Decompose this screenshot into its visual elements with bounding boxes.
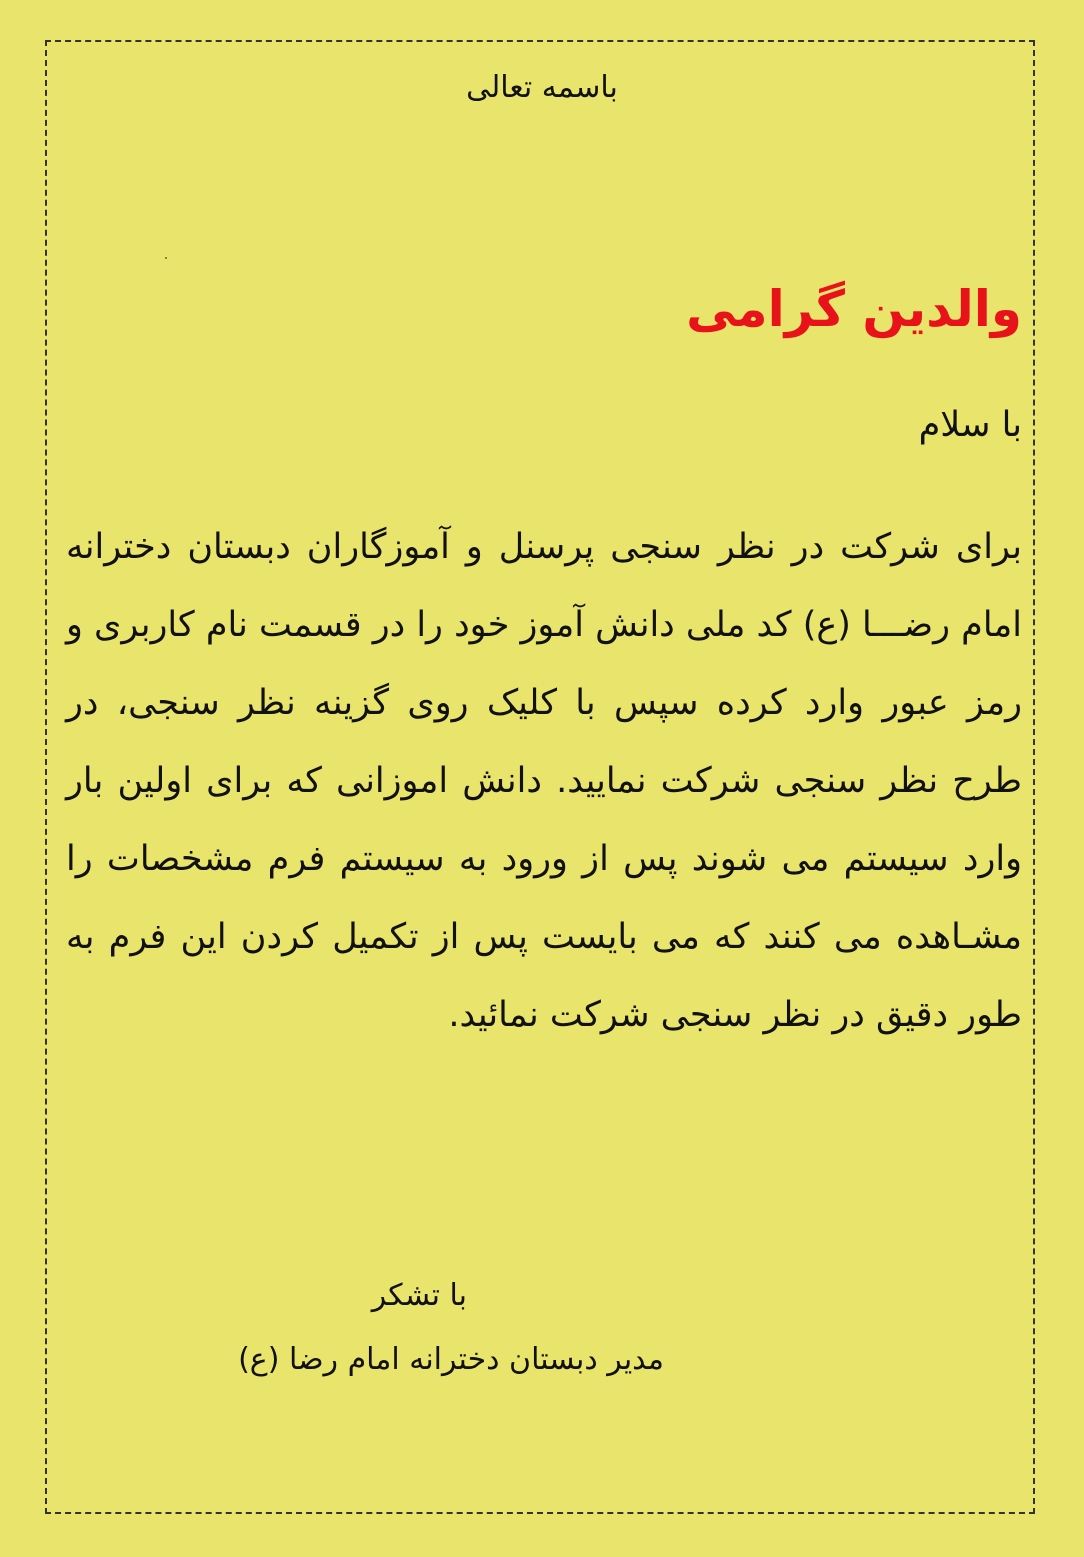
body-paragraph: برای شرکت در نظر سنجی پرسنل و آموزگاران دبستان دخترانه امام رضـــا (ع) کد ملی دانش آموز خود را در قسمت نام کاربری و رمز عبور وارد کرده سپس با کلیک روی گزینه نظر سنجی، در طرح نظر سنجی شرکت نمایید. دانش اموزانی که برای اولین بار وارد سیستم می شوند پس از ورود به سیستم فرم مشخصات را مشـاهده می کنند که می بایست پس از تکمیل کردن این فرم به طور دقیق در نظر سنجی شرکت نمائید. [66, 527, 1022, 1035]
greeting-line: با سلام [918, 405, 1022, 445]
ink-speck [165, 257, 167, 259]
closing-line: با تشکر [371, 1278, 467, 1313]
signature-line: مدیر دبستان دخترانه امام رضا (ع) [238, 1342, 664, 1377]
salutation-title: والدین گرامی [686, 280, 1022, 338]
document-heading: باسمه تعالی [466, 70, 618, 105]
